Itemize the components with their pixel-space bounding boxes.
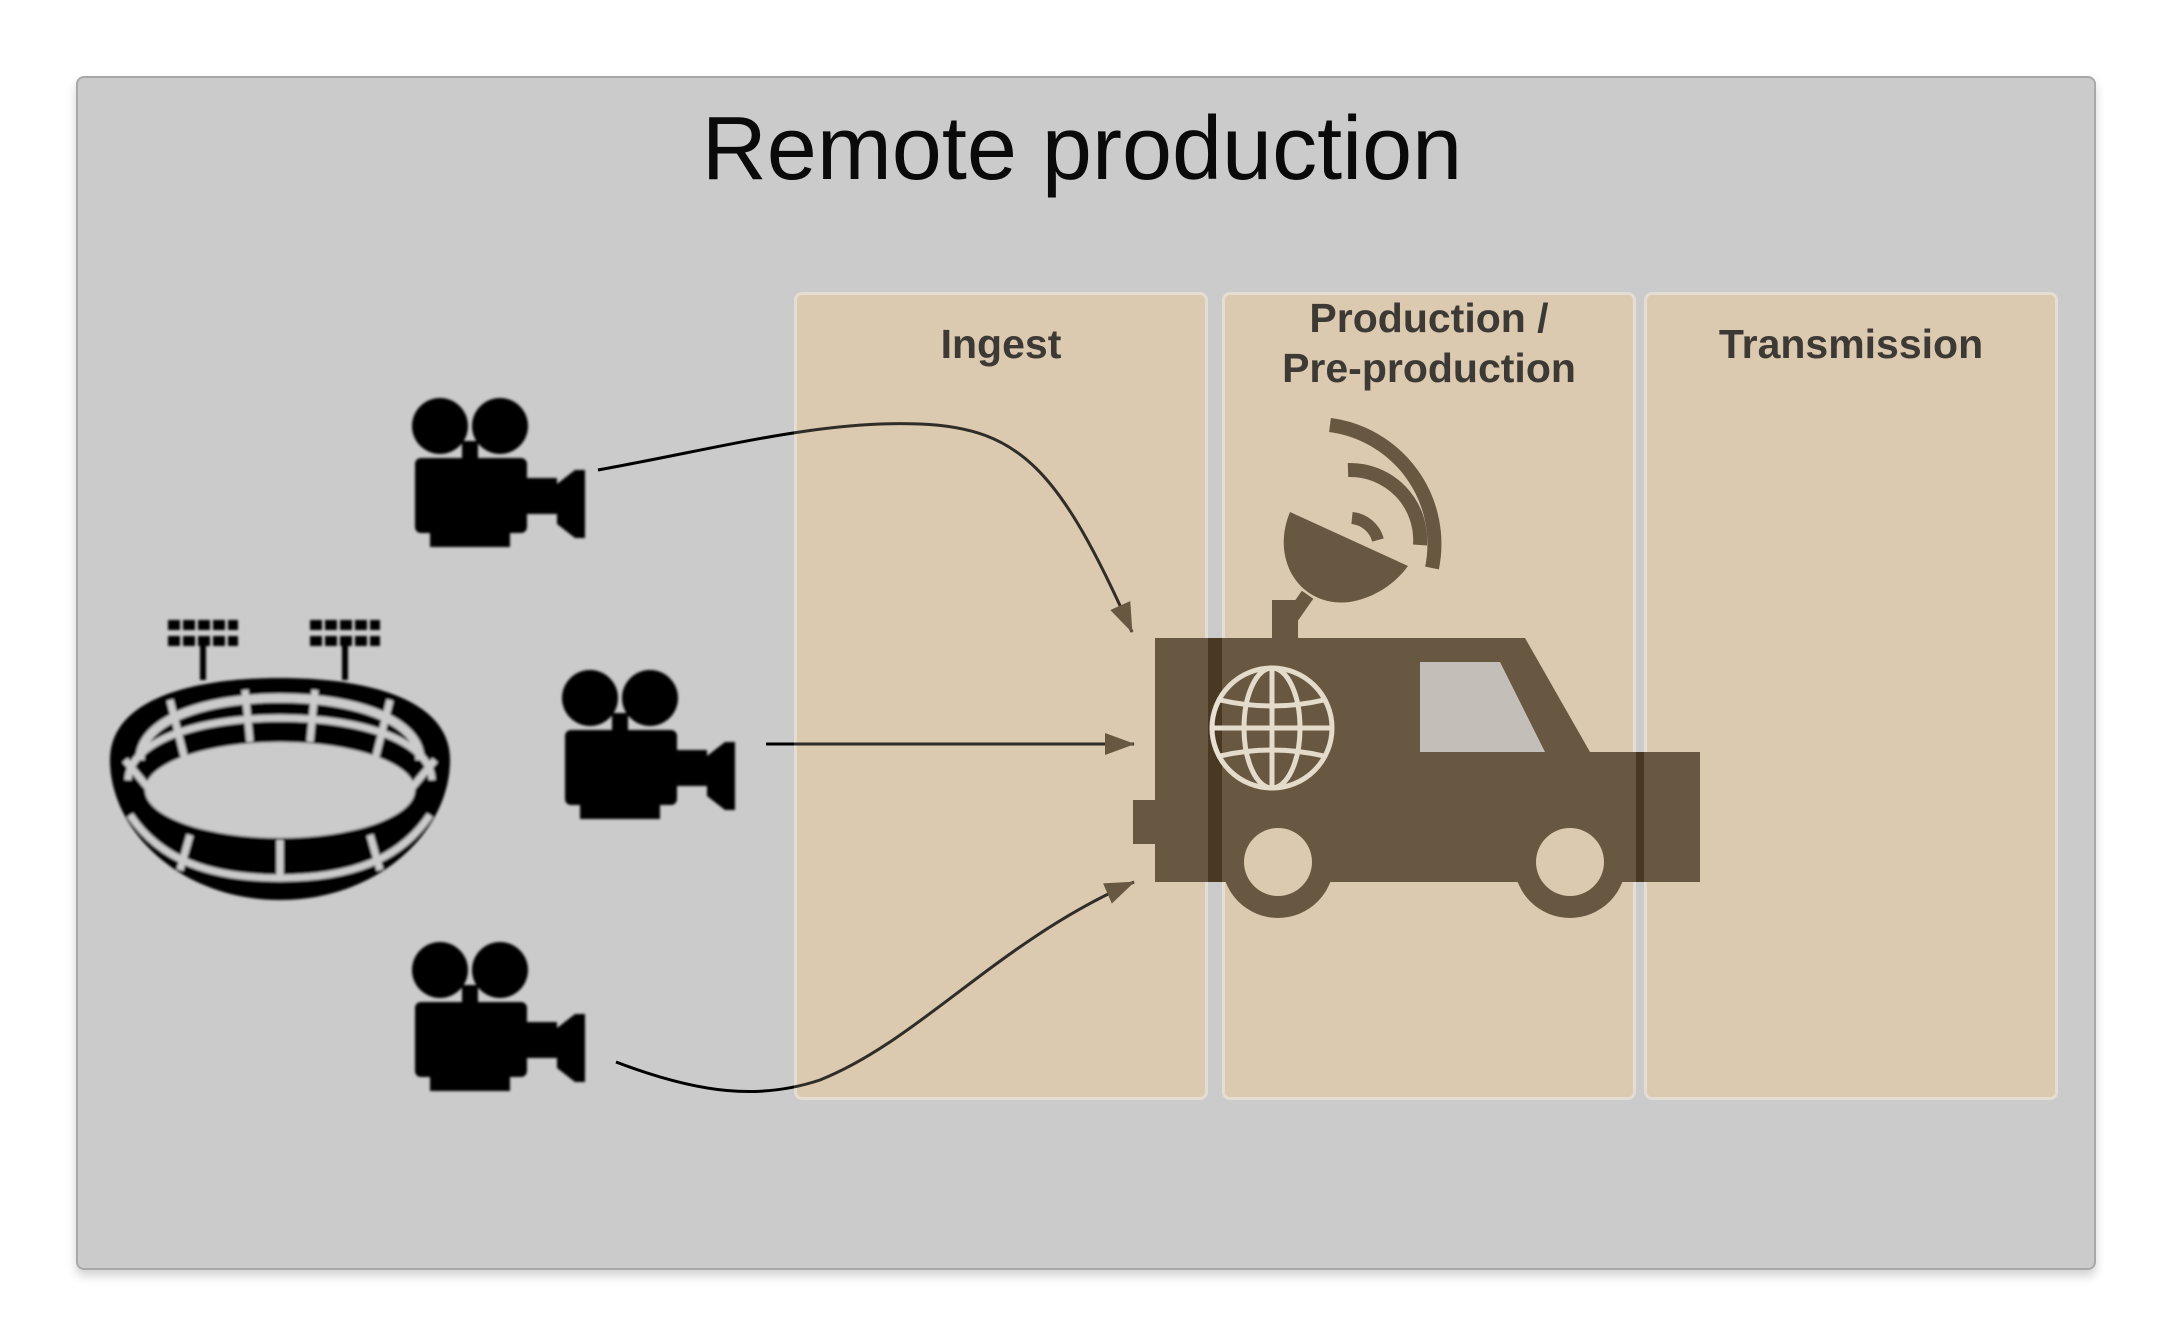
satellite-dish-icon	[1272, 425, 1434, 640]
stage-label-preproduction: Pre-production	[1282, 345, 1576, 391]
diagram-title: Remote production	[701, 99, 1463, 199]
stage-label-transmission: Transmission	[1718, 321, 1984, 367]
movie-camera-icon	[412, 398, 585, 547]
movie-camera-icon	[562, 670, 735, 819]
stage-label-production: Production /	[1309, 295, 1549, 341]
globe-icon	[1212, 668, 1332, 788]
arrow-camera-top-to-truck	[598, 424, 1132, 632]
stage-label-ingest: Ingest	[940, 321, 1062, 367]
movie-camera-icon	[412, 942, 585, 1091]
stadium-icon	[110, 620, 450, 900]
arrow-camera-bottom-to-truck	[616, 882, 1134, 1092]
broadcast-truck-icon	[1133, 425, 1700, 918]
